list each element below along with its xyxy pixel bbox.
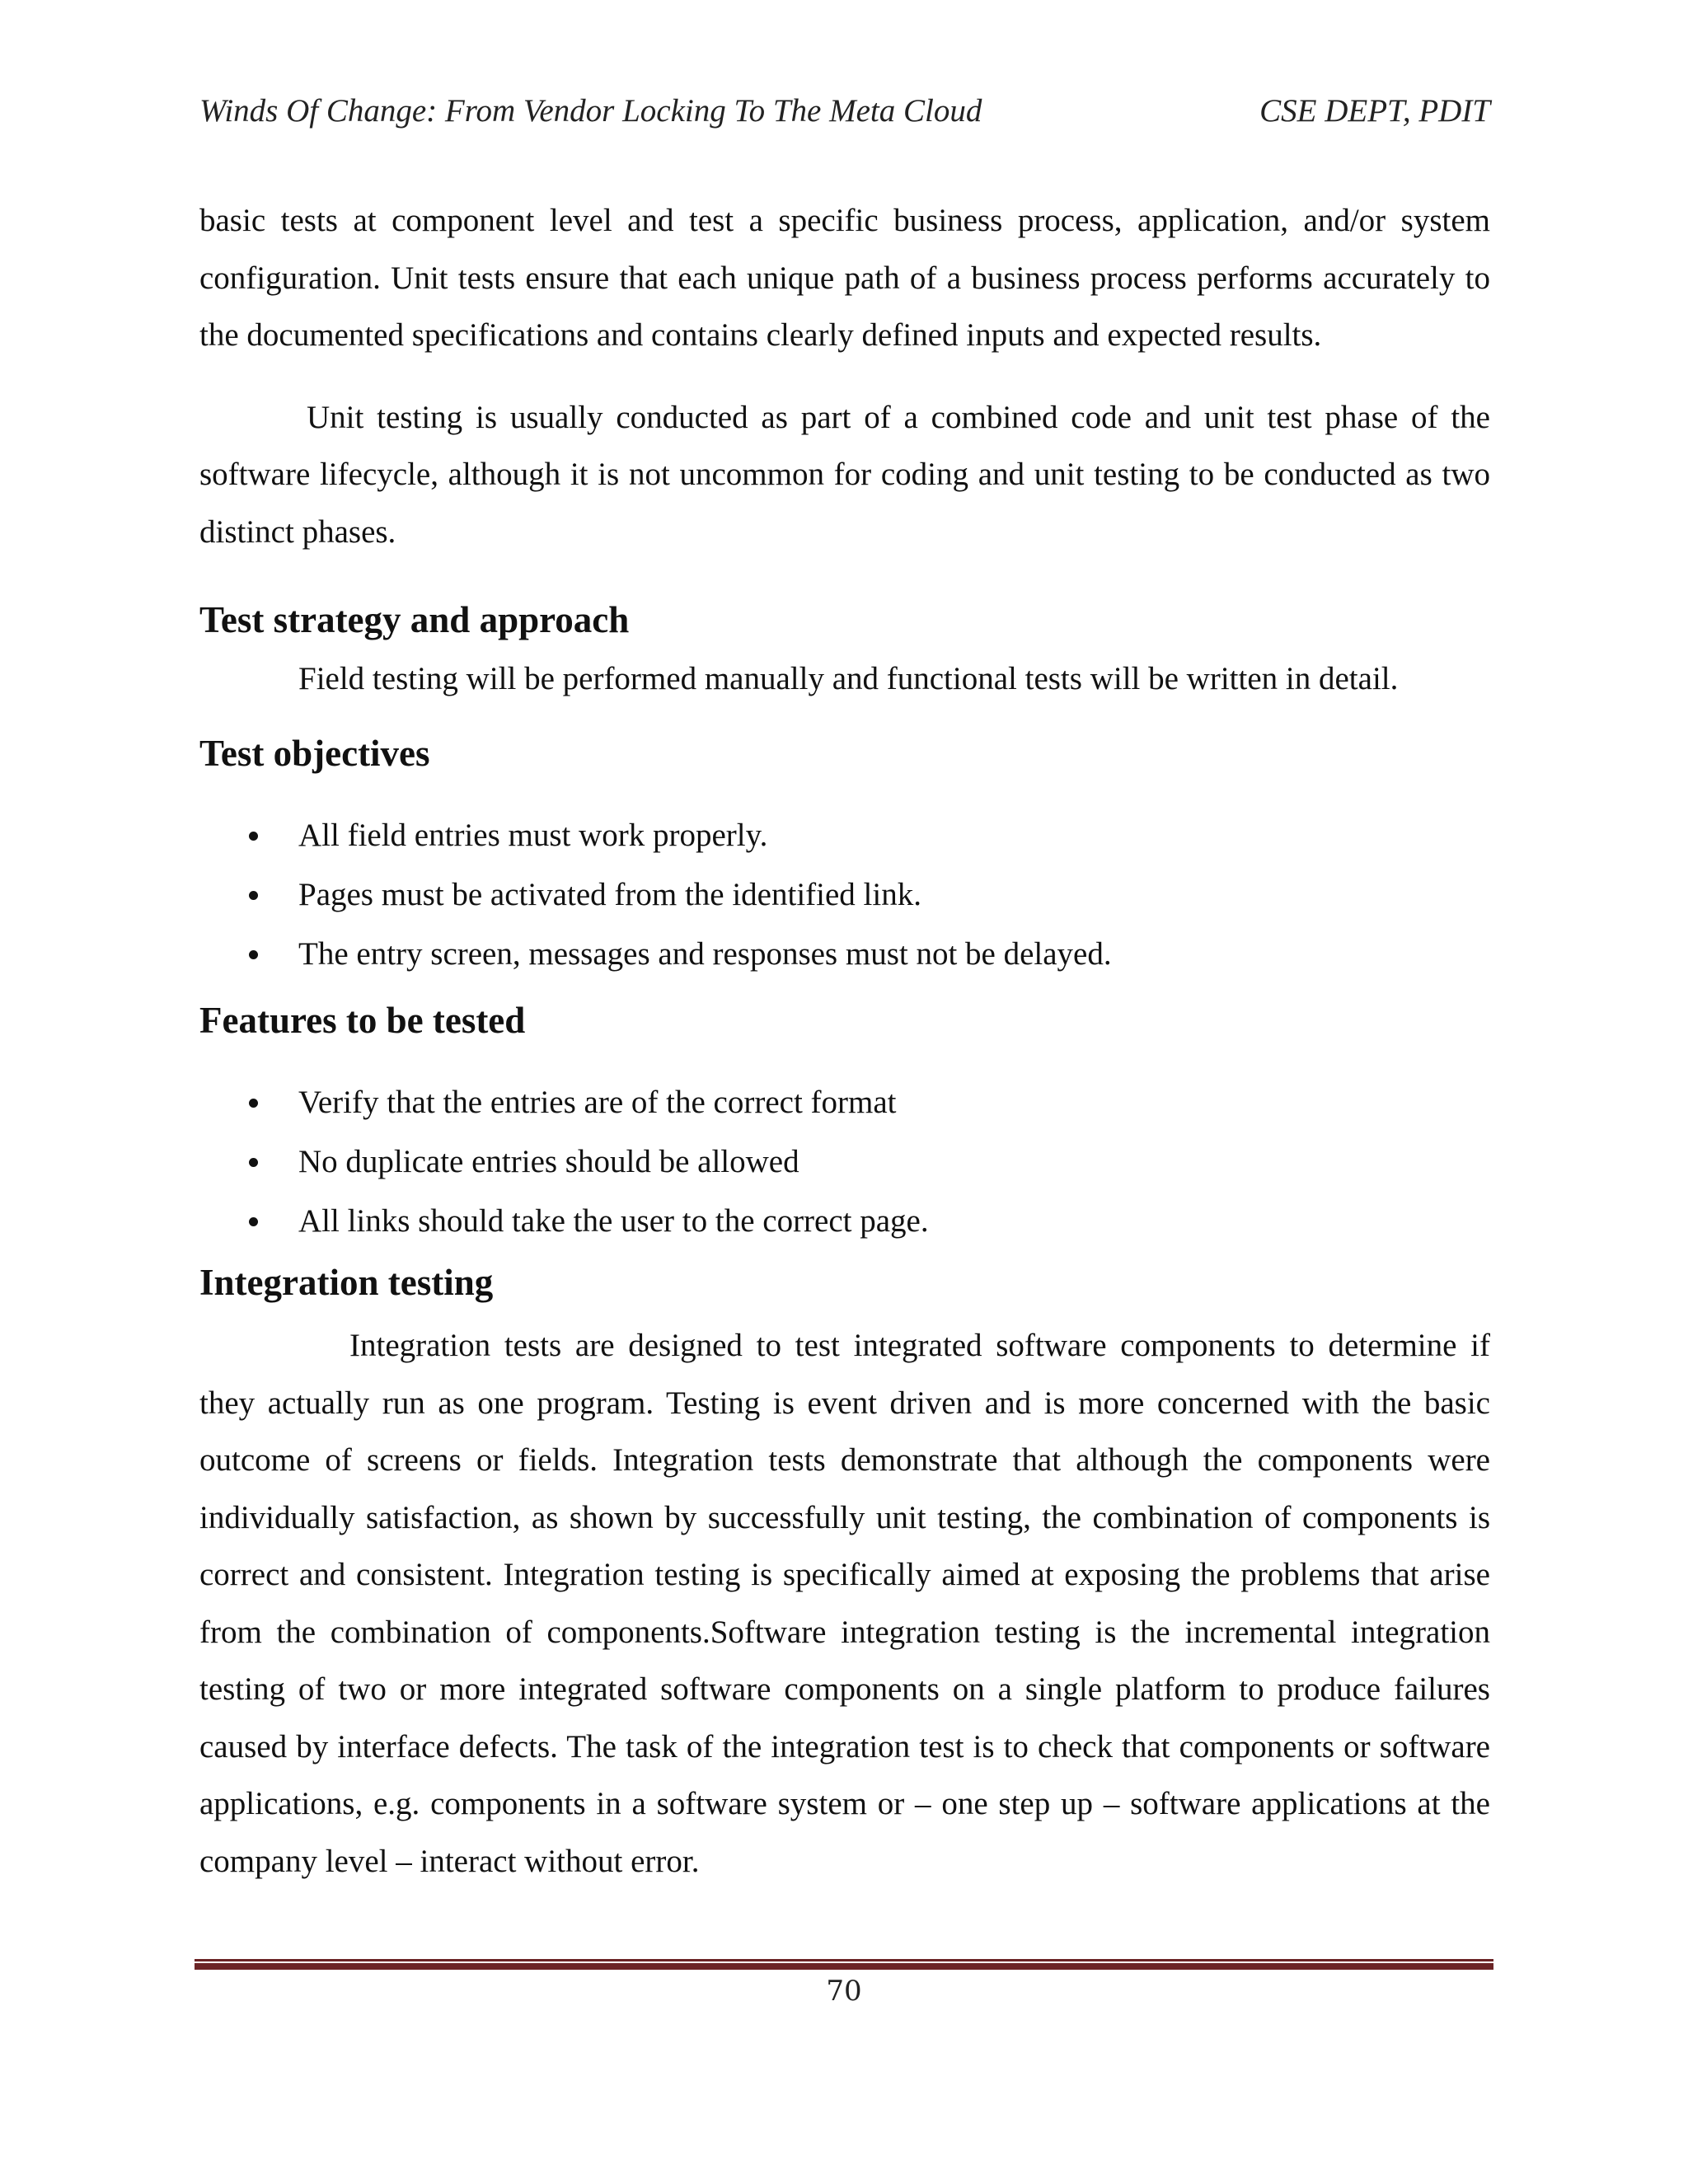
bullet-icon	[249, 832, 258, 841]
header-department: CSE DEPT, PDIT	[1259, 93, 1490, 129]
page-number: 70	[826, 1975, 862, 2008]
list-item-text: All field entries must work properly.	[298, 818, 768, 853]
page-content	[199, 192, 1490, 1890]
list-item	[199, 806, 1490, 865]
list-item	[199, 1132, 1490, 1192]
bullet-icon	[249, 1099, 258, 1108]
integration-paragraph: Integration tests are designed to test integrated software components to determine if they actually run as one program. Testing is event driven and is more concerned with the basic outcome of screens or fields. Integration tests demonstrate that although the components were individually satisfaction, as shown by successfully unit testing, the combination of components is correct and consistent. Integration testing is specifically aimed at exposing the problems that arise from the combination of components.Software integration testing is the incremental integration testing of two or more integrated software components on a single platform to produce failures caused by interface defects. The task of the integration test is to check that components or software applications, e.g. components in a software system or – one step up – software applications at the company level – interact without error.	[199, 1328, 1490, 1879]
list-item	[199, 1073, 1490, 1132]
header-title: Winds Of Change: From Vendor Locking To The Meta Cloud	[199, 93, 982, 129]
bullet-icon	[249, 1217, 258, 1226]
bullet-icon	[249, 1158, 258, 1167]
list-item	[199, 925, 1490, 984]
footer-divider-thick-line	[195, 1963, 1493, 1970]
list-item-text: Verify that the entries are of the correct format	[298, 1085, 897, 1120]
list-item-text: No duplicate entries should be allowed	[298, 1144, 799, 1179]
bullet-icon	[249, 950, 258, 959]
features-list	[199, 1073, 1490, 1251]
section-heading-test-objectives: Test objectives	[199, 733, 430, 774]
intro-paragraph-1: basic tests at component level and test a specific business process, application, and/or system configuration. Unit tests ensure that each unique path of a business process performs accurately to the documented specifications and contains clearly defined inputs and expected results.	[199, 203, 1490, 353]
footer-divider-thin-line	[195, 1959, 1493, 1961]
footer-divider	[195, 1959, 1493, 1971]
bullet-icon	[249, 891, 258, 900]
list-item-text: The entry screen, messages and responses must not be delayed.	[298, 936, 1112, 972]
page-header	[199, 92, 1490, 142]
list-item	[199, 865, 1490, 925]
list-item-text: Pages must be activated from the identified link.	[298, 877, 921, 912]
test-strategy-text: Field testing will be performed manually and functional tests will be written in detail.	[298, 661, 1399, 696]
list-item	[199, 1192, 1490, 1251]
section-heading-test-strategy: Test strategy and approach	[199, 599, 630, 640]
section-heading-features: Features to be tested	[199, 1000, 526, 1041]
list-item-text: All links should take the user to the correct page.	[298, 1203, 929, 1239]
section-heading-integration-testing: Integration testing	[199, 1262, 494, 1303]
intro-paragraph-2: Unit testing is usually conducted as part of a combined code and unit test phase of the software lifecycle, although it is not uncommon for coding and unit testing to be conducted as two distinct phases.	[199, 399, 1490, 550]
test-objectives-list	[199, 806, 1490, 984]
